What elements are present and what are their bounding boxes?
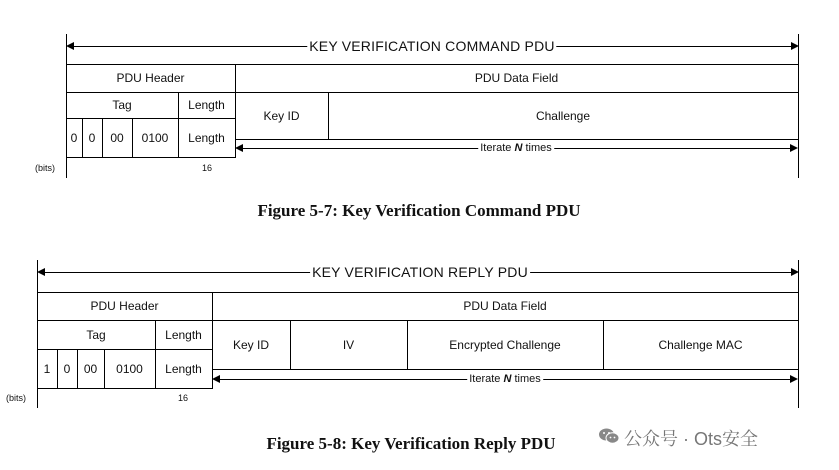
tag-label: Tag: [112, 98, 132, 112]
iv-field: IV: [342, 337, 355, 352]
row-line: [235, 139, 798, 140]
bits-label: (bits): [35, 163, 55, 173]
arrow-left-head: [212, 375, 220, 383]
length-value: Length: [188, 130, 225, 145]
key-id-field: Key ID: [263, 108, 300, 123]
watermark-text: 公众号 · Ots安全: [624, 429, 758, 449]
right-boundary-line: [798, 260, 799, 408]
encrypted-challenge-field: Encrypted Challenge: [449, 337, 561, 352]
length-bits: 16: [202, 163, 213, 173]
iterate-label: Iterate N times: [469, 373, 541, 385]
bits-label: (bits): [6, 393, 26, 403]
arrow-right-head: [790, 375, 798, 383]
pdu-header-label: PDU Header: [116, 71, 185, 85]
bit-field: 0: [70, 130, 78, 145]
length-label: Length: [165, 327, 202, 342]
length-value: Length: [165, 361, 202, 376]
arrow-right-head: [791, 42, 799, 50]
bit-field: 00: [110, 130, 124, 145]
tag-label: Tag: [86, 327, 106, 342]
pdu-title: KEY VERIFICATION REPLY PDU: [312, 264, 528, 280]
challenge-mac-field: Challenge MAC: [658, 337, 743, 352]
pdu-data-field-label: PDU Data Field: [474, 71, 559, 85]
arrow-left-head: [235, 144, 243, 152]
pdu-title: KEY VERIFICATION COMMAND PDU: [309, 38, 555, 54]
wechat-icon: [598, 427, 620, 450]
arrow-right-head: [790, 144, 798, 152]
length-label: Length: [188, 98, 225, 112]
right-boundary-line: [798, 34, 799, 178]
row-line: [212, 369, 798, 370]
key-id-field: Key ID: [232, 337, 269, 352]
figure-caption: Figure 5-7: Key Verification Command PDU: [257, 201, 581, 220]
bit-field: 1: [43, 361, 51, 376]
arrow-left-head: [66, 42, 74, 50]
pdu-header-label: PDU Header: [90, 299, 159, 313]
watermark: [598, 425, 758, 451]
pdu-data-field-label: PDU Data Field: [463, 299, 547, 313]
row-line: [37, 388, 212, 389]
bit-field: 0100: [141, 130, 169, 145]
iterate-label: Iterate N times: [480, 142, 552, 154]
length-bits: 16: [178, 393, 189, 403]
arrow-right-head: [791, 268, 799, 276]
row-line: [66, 157, 235, 158]
bit-field: 0: [88, 130, 96, 145]
bit-field: 0100: [116, 361, 143, 376]
arrow-left-head: [37, 268, 45, 276]
figure-caption: Figure 5-8: Key Verification Reply PDU: [266, 434, 556, 453]
left-boundary-line: [37, 260, 38, 292]
bit-field: 00: [83, 361, 98, 376]
challenge-field: Challenge: [535, 108, 591, 123]
bit-field: 0: [63, 361, 71, 376]
